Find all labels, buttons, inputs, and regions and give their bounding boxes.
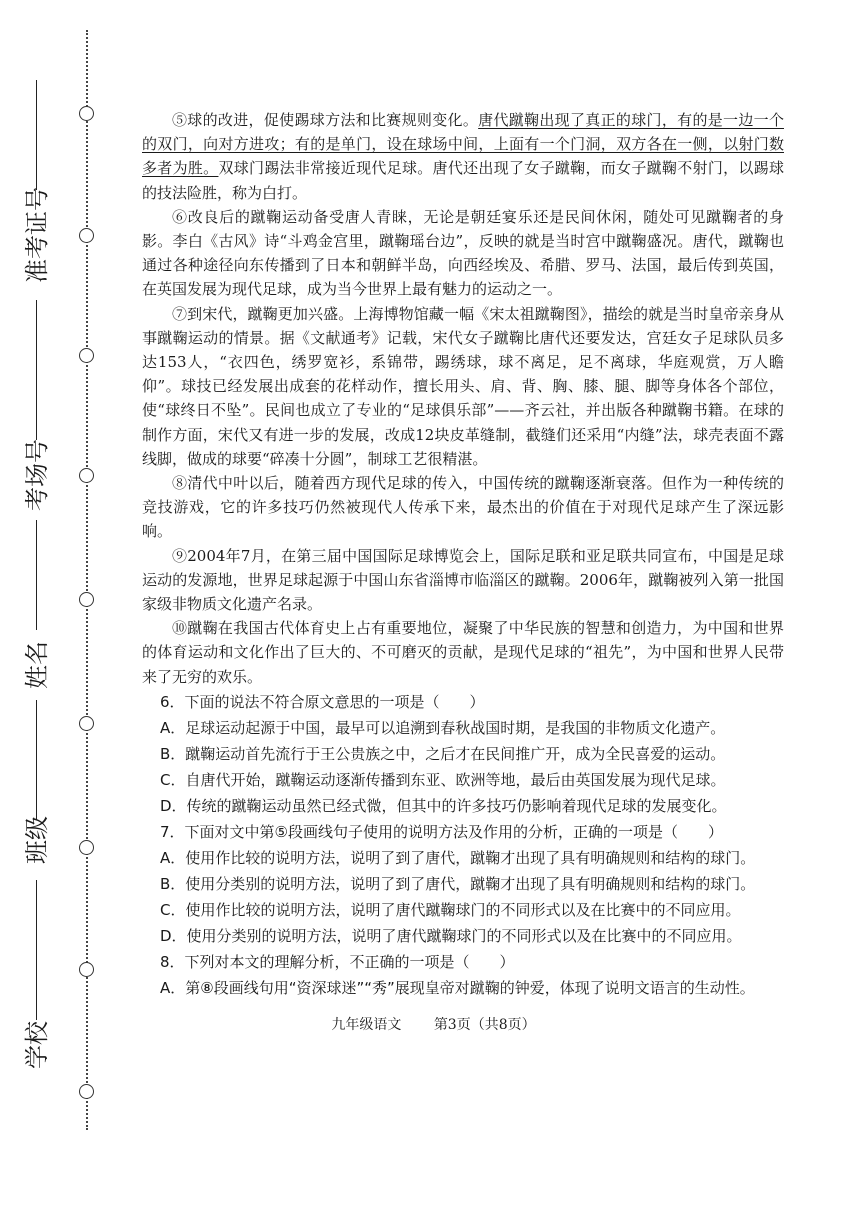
question-8-option-a: A．第⑧段画线句用“资深球迷”“秀”展现皇帝对蹴鞠的钟爱，体现了说明文语言的生动性。	[160, 978, 755, 997]
binding-margin	[0, 0, 110, 1226]
seal-circle	[79, 1084, 94, 1099]
seal-circle	[79, 348, 94, 363]
question-6-option-b: B．蹴鞠运动首先流行于王公贵族之中，之后才在民间推广开，成为全民喜爱的运动。	[160, 744, 726, 763]
paragraph-5-underlined: 唐代蹴鞠出现了真正的球门，有的是一边一个的双门，向对方进攻；有的是单门，设在球场中间，上面有一个门洞，双方各在一侧，以射门数多者为胜。	[142, 111, 784, 178]
seal-circle	[79, 468, 94, 483]
footer-subject: 九年级语文	[331, 1017, 402, 1033]
exam-number-line	[36, 80, 37, 190]
question-7-option-b: B．使用分类别的说明方法，说明了到了唐代，蹴鞠才出现了具有明确规则和结构的球门。	[160, 874, 756, 893]
paragraph-5-lead: ⑤球的改进，促使踢球方法和比赛规则变化。	[172, 111, 479, 129]
school-label: 学校	[23, 1021, 51, 1069]
question-7-option-a: A．使用作比较的说明方法，说明了到了唐代，蹴鞠才出现了具有明确规则和结构的球门。	[160, 848, 756, 867]
paragraph-5-rest: 双球门踢法非常接近现代足球。唐代还出现了女子蹴鞠，而女子蹴鞠不射门，以踢球的技法险胜，称为白打。	[142, 159, 784, 202]
question-6-option-c: C．自唐代开始，蹴鞠运动逐渐传播到东亚、欧洲等地，最后由英国发展为现代足球。	[160, 770, 726, 789]
paragraph-5	[142, 108, 784, 205]
name-line	[36, 520, 37, 630]
question-7-option-d: D．使用分类别的说明方法，说明了唐代蹴鞠球门的不同形式以及在比赛中的不同应用。	[160, 926, 742, 945]
class-label: 班级	[23, 816, 51, 864]
paragraph-10: ⑩蹴鞠在我国古代体育史上占有重要地位，凝聚了中华民族的智慧和创造力，为中国和世界的体育运动和文化作出了巨大的、不可磨灭的贡献，是现代足球的“祖先”，为中国和世界人民带来了无穷的欢乐。	[142, 619, 784, 686]
paragraph-7: ⑦到宋代，蹴鞠更加兴盛。上海博物馆藏一幅《宋太祖蹴鞠图》，描绘的就是当时皇帝亲身从事蹴鞠运动的情景。据《文献通考》记载，宋代女子蹴鞠比唐代还要发达，宫廷女子足球队员多达153人，“衣四色，绣罗宽衫，系锦带，踢绣球，球不离足，足不离球，华庭观赏，万人瞻仰”。球技已经发展出成套的花样动作，擅长用头、肩、背、胸、膝、腿、脚等身体各个部位，使“球终日不坠”。民间也成立了专业的“足球俱乐部”——齐云社，并出版各种蹴鞠书籍。在球的制作方面，宋代又有进一步的发展，改成12块皮革缝制，截缝们还采用“内缝”法，球壳表面不露线脚，做成的球要“碎凑十分圆”，制球工艺很精湛。	[142, 304, 784, 468]
question-7-option-c: C．使用作比较的说明方法，说明了唐代蹴鞠球门的不同形式以及在比赛中的不同应用。	[160, 900, 741, 919]
question-7-stem: 7．下面对文中第⑤段画线句子使用的说明方法及作用的分析，正确的一项是（ ）	[160, 822, 723, 841]
page-footer	[0, 1014, 867, 1034]
footer-page-number: 第3页（共8页）	[433, 1017, 536, 1033]
exam-room-label: 考场号	[23, 439, 51, 511]
school-line	[36, 880, 37, 1020]
question-6-stem: 6．下面的说法不符合原文意思的一项是（ ）	[160, 692, 485, 711]
seal-circle	[79, 962, 94, 977]
question-6-option-a: A．足球运动起源于中国，最早可以追溯到春秋战国时期，是我国的非物质文化遗产。	[160, 718, 726, 737]
paragraph-8: ⑧清代中叶以后，随着西方现代足球的传入，中国传统的蹴鞠逐渐衰落。但作为一种传统的竞技游戏，它的许多技巧仍然被现代人传承下来，最杰出的价值在于对现代足球产生了深远影响。	[142, 474, 784, 541]
exam-room-line	[36, 300, 37, 440]
question-6-option-d: D．传统的蹴鞠运动虽然已经式微，但其中的许多技巧仍影响着现代足球的发展变化。	[160, 796, 727, 815]
class-line	[36, 700, 37, 820]
exam-content	[142, 108, 784, 1001]
seal-circle	[79, 106, 94, 121]
question-8-stem: 8．下列对本文的理解分析，不正确的一项是（ ）	[160, 952, 515, 971]
name-label: 姓名	[23, 641, 51, 689]
paragraph-6: ⑥改良后的蹴鞠运动备受唐人青睐，无论是朝廷宴乐还是民间休闲，随处可见蹴鞠者的身影。李白《古风》诗“斗鸡金宫里，蹴鞠瑶台边”，反映的就是当时宫中蹴鞠盛况。唐代，蹴鞠也通过各种途径向东传播到了日本和朝鲜半岛，向西经埃及、希腊、罗马、法国，最后传到英国，在英国发展为现代足球，成为当今世界上最有魅力的运动之一。	[142, 207, 784, 299]
seal-circle	[79, 592, 94, 607]
seal-circle	[79, 840, 94, 855]
paragraph-9: ⑨2004年7月，在第三届中国国际足球博览会上，国际足联和亚足联共同宣布，中国是足球运动的发源地，世界足球起源于中国山东省淄博市临淄区的蹴鞠。2006年，蹴鞠被列入第一批国家级非物质文化遗产名录。	[142, 546, 784, 614]
seal-circle	[79, 716, 94, 731]
exam-number-label: 准考证号	[23, 187, 51, 283]
